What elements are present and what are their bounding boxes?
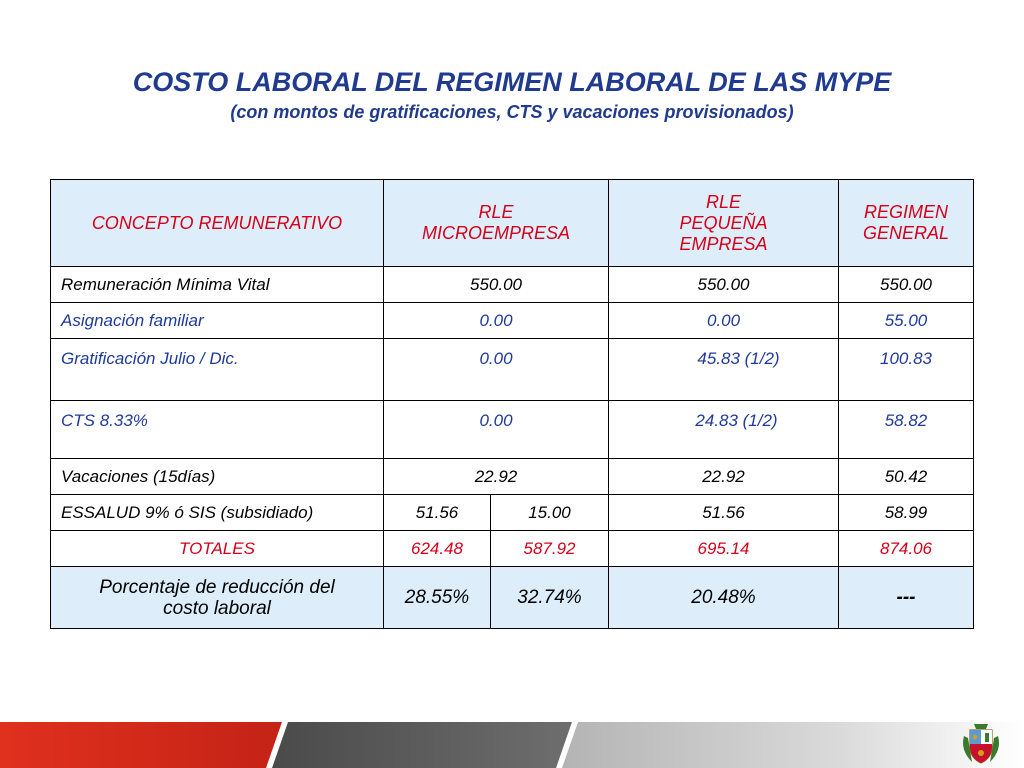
totals-general: 874.06 xyxy=(839,531,974,567)
totals-micro-a: 624.48 xyxy=(384,531,491,567)
row-pequena: 24.83 (1/2) xyxy=(609,401,839,459)
footer-dark-band xyxy=(272,722,572,768)
header-general-line1: REGIMEN xyxy=(863,202,948,222)
reduction-label xyxy=(51,567,384,629)
reduction-micro-b: 32.74% xyxy=(491,567,609,629)
header-pequena xyxy=(609,180,839,267)
table-row xyxy=(51,339,974,401)
header-pequena-line3: EMPRESA xyxy=(679,233,768,254)
header-concept xyxy=(51,180,384,267)
table-row xyxy=(51,303,974,339)
header-pequena-line2: PEQUEÑA xyxy=(679,212,768,233)
reduction-pequena: 20.48% xyxy=(609,567,839,629)
footer-red-band xyxy=(0,722,282,768)
row-pequena: 22.92 xyxy=(609,459,839,495)
row-concept: Remuneración Mínima Vital xyxy=(51,267,384,303)
table-row xyxy=(51,459,974,495)
row-concept: Vacaciones (15días) xyxy=(51,459,384,495)
row-general: 58.99 xyxy=(839,495,974,531)
header-micro-line1: RLE xyxy=(478,202,514,222)
row-micro-a: 51.56 xyxy=(384,495,491,531)
slide-title: COSTO LABORAL DEL REGIMEN LABORAL DE LAS MYPE xyxy=(132,67,892,97)
totals-pequena: 695.14 xyxy=(609,531,839,567)
table-row xyxy=(51,267,974,303)
row-micro: 0.00 xyxy=(384,339,609,401)
row-micro: 550.00 xyxy=(384,267,609,303)
table-row xyxy=(51,495,974,531)
row-concept: CTS 8.33% xyxy=(51,401,384,459)
reduction-label-line1: Porcentaje de reducción del xyxy=(99,576,335,598)
row-general: 58.82 xyxy=(839,401,974,459)
row-concept: Gratificación Julio / Dic. xyxy=(51,339,384,401)
row-concept: ESSALUD 9% ó SIS (subsidiado) xyxy=(51,495,384,531)
reduction-label-line2: costo laboral xyxy=(163,597,271,619)
header-general-line2: GENERAL xyxy=(862,223,950,243)
cost-table xyxy=(50,179,974,629)
row-general: 550.00 xyxy=(839,267,974,303)
totals-label: TOTALES xyxy=(51,531,384,567)
row-micro-b: 15.00 xyxy=(491,495,609,531)
reduction-row xyxy=(51,567,974,629)
header-micro xyxy=(384,180,609,267)
row-pequena: 550.00 xyxy=(609,267,839,303)
footer-light-band xyxy=(562,722,1024,768)
header-concept-label: CONCEPTO REMUNERATIVO xyxy=(91,212,343,233)
peru-coat-of-arms-icon xyxy=(958,720,1004,766)
row-general: 100.83 xyxy=(839,339,974,401)
table-header-row xyxy=(51,180,974,267)
reduction-micro-a: 28.55% xyxy=(384,567,491,629)
row-micro: 22.92 xyxy=(384,459,609,495)
row-concept: Asignación familiar xyxy=(51,303,384,339)
table-row xyxy=(51,401,974,459)
row-pequena: 45.83 (1/2) xyxy=(609,339,839,401)
totals-row xyxy=(51,531,974,567)
slide-subtitle: (con montos de gratificaciones, CTS y vacaciones provisionados) xyxy=(230,102,794,122)
totals-micro-b: 587.92 xyxy=(491,531,609,567)
header-pequena-line1: RLE xyxy=(705,191,741,212)
header-general xyxy=(839,180,974,267)
footer-band xyxy=(0,718,1024,768)
row-pequena: 51.56 xyxy=(609,495,839,531)
row-general: 55.00 xyxy=(839,303,974,339)
row-general: 50.42 xyxy=(839,459,974,495)
row-pequena: 0.00 xyxy=(609,303,839,339)
row-micro: 0.00 xyxy=(384,401,609,459)
row-micro: 0.00 xyxy=(384,303,609,339)
reduction-general: --- xyxy=(839,567,974,629)
header-micro-line2: MICROEMPRESA xyxy=(421,223,571,243)
